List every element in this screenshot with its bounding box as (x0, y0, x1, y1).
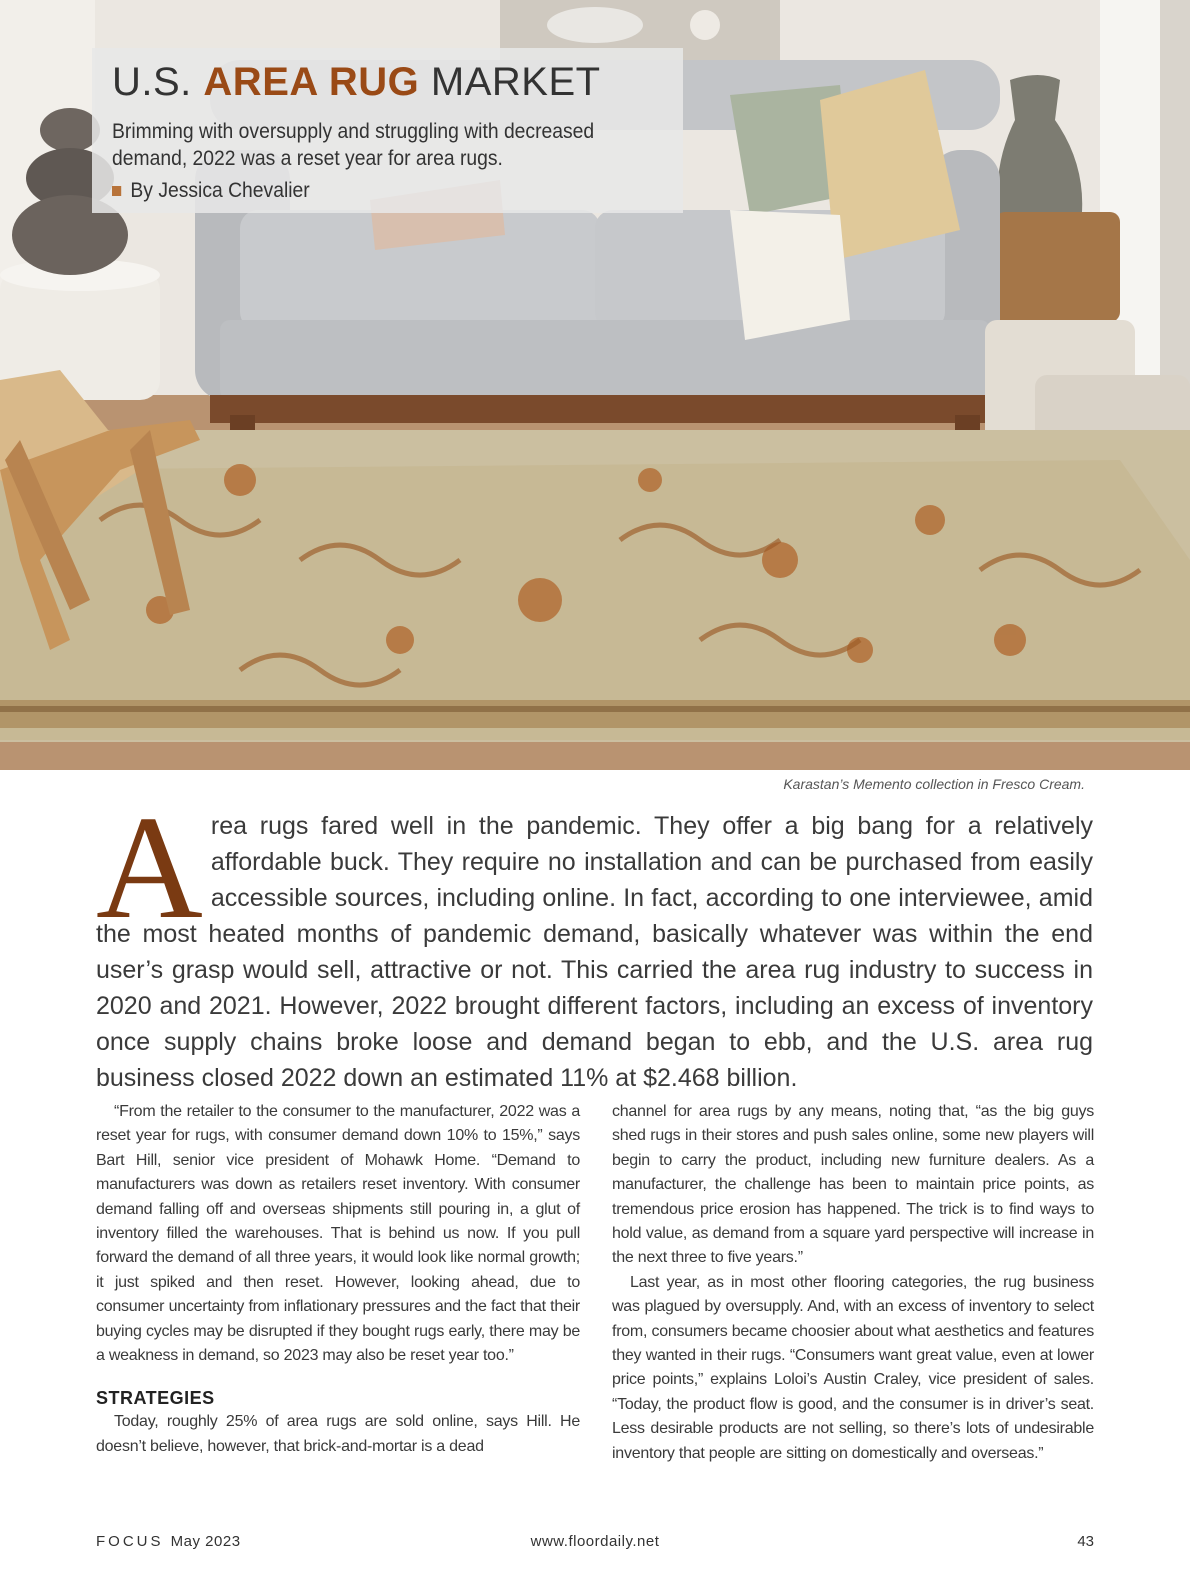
deck: Brimming with oversupply and struggling with decreased demand, 2022 was a reset year for area rugs. (112, 120, 595, 170)
left-column (96, 1100, 580, 1459)
website-link[interactable]: www.floordaily.net (530, 1533, 660, 1550)
title-box (92, 48, 683, 213)
right-column (612, 1100, 1094, 1466)
body-paragraph: channel for area rugs by any means, noting that, “as the big guys shed rugs in their stores and push sales online, some new players will begin to carry the product, including new furniture dealers. As a manufacturer, the challenge has been to maintain price points, as tremendous price erosion has happened. The trick is to find ways to hold value, as demand from a square yard perspective will increase in the next three to five years.” (612, 1103, 1094, 1267)
body-paragraph: Today, roughly 25% of area rugs are sold online, says Hill. He doesn’t believe, however, that brick-and-mortar is a dead (96, 1413, 580, 1455)
drop-cap: A (96, 786, 203, 950)
page-footer (96, 1533, 1094, 1555)
byline (112, 178, 619, 204)
hero-photo (0, 0, 1190, 770)
lede-text: rea rugs fared well in the pandemic. They offer a big bang for a relatively affordable buck. They require no installation and can be purchased from easily accessible sources, including online. In fact, according to one interviewee, amid the most heated months of pandemic demand, basically whatever was within the end user’s grasp would sell, attractive or not. This carried the area rug industry to success in 2020 and 2021. However, 2022 brought different factors, including an excess of inventory once supply chains broke loose and demand began to ebb, and the U.S. area rug business closed 2022 down an estimated 11% at $2.468 billion. (96, 812, 1093, 1092)
page-number: 43 (1077, 1533, 1094, 1550)
headline-highlight: AREA RUG (203, 60, 420, 104)
square-bullet-icon (112, 186, 121, 196)
body-paragraph: “From the retailer to the consumer to the manufacturer, 2022 was a reset year for rugs, with consumer demand down 10% to 15%,” says Bart Hill, senior vice president of Mohawk Home. “Demand to manufacturers was down as retailers reset inventory. With consumer demand falling off and overseas shipments still pouring in, a glut of inventory filled the warehouses. That is behind us now. If you pull forward the demand of all three years, it would look like normal growth; it just spiked and then reset. However, looking ahead, due to consumer uncertainty from inflationary pressures and the fact that their buying cycles may be disrupted if they bought rugs early, there may be a weakness in demand, so 2023 may also be reset year too.” (96, 1103, 580, 1365)
issue-date: May 2023 (170, 1533, 241, 1550)
body-paragraph: Last year, as in most other flooring categories, the rug business was plagued by oversupply. And, with an excess of inventory to select from, consumers became choosier about what aesthetics and features they wanted in their rugs. “Consumers want great value, even at lower price points,” explains Loloi’s Austin Craley, vice president of sales. “Today, the product flow is good, and the consumer is in driver’s seat. Less desirable products are not selling, so there’s lots of undesirable inventory that people are sitting on domestically and overseas.” (612, 1273, 1094, 1462)
lede-paragraph (96, 786, 1093, 1096)
headline-suffix: MARKET (430, 60, 601, 104)
headline-prefix: U.S. (112, 60, 192, 104)
headline (112, 60, 663, 104)
publication-title: FOCUS (96, 1533, 164, 1550)
byline-text: By Jessica Chevalier (130, 179, 310, 202)
section-heading: STRATEGIES (96, 1388, 215, 1409)
photo-caption: Karastan’s Memento collection in Fresco Cream. (783, 776, 1085, 792)
